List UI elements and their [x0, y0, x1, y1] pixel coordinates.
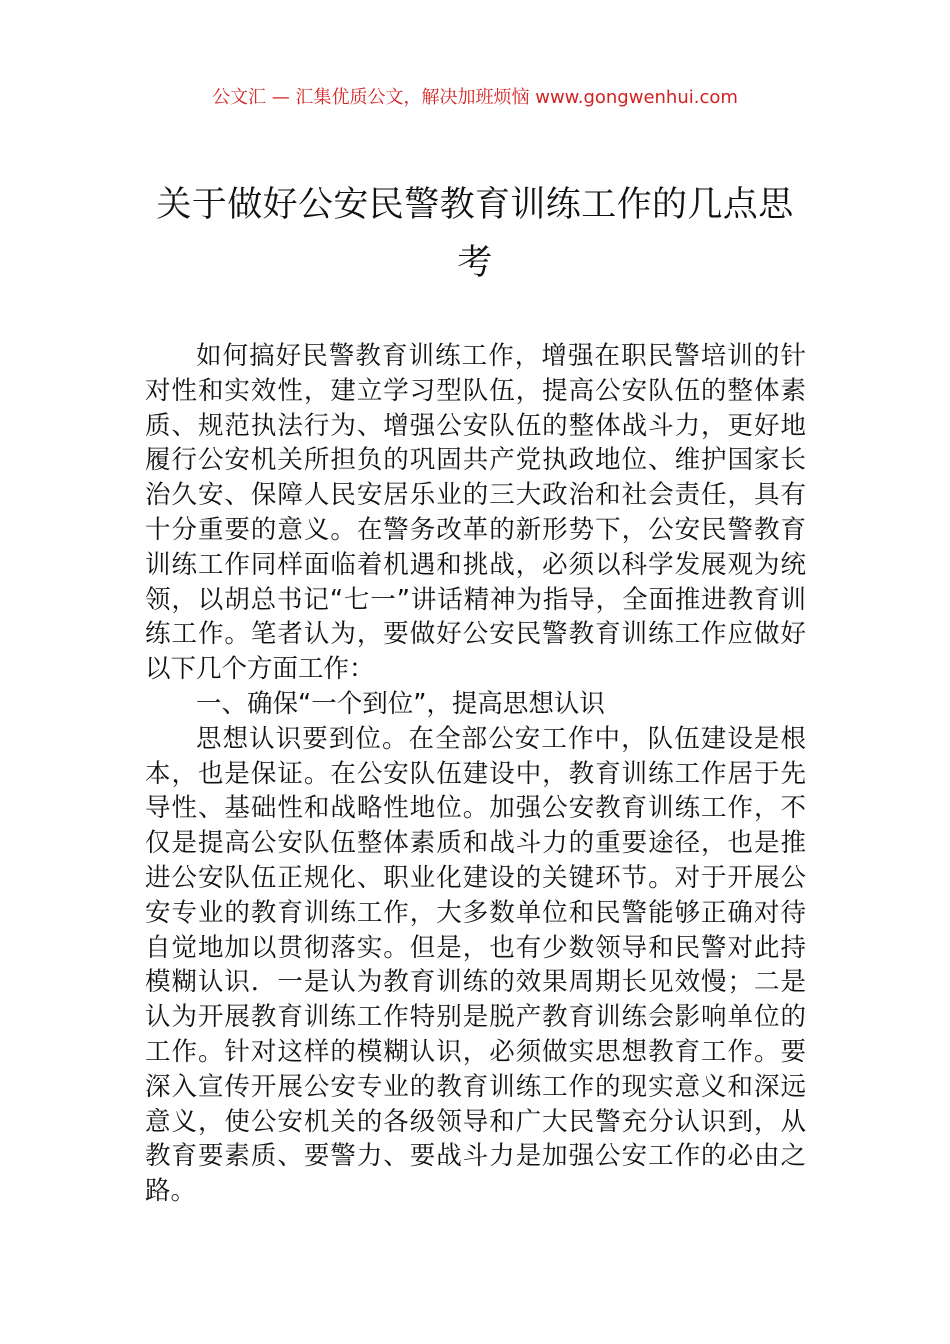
document-body: [145, 339, 806, 1209]
document-title: 关于做好公安民警教育训练工作的几点思考: [156, 185, 794, 283]
paragraph-section-1: 思想认识要到位。在全部公安工作中，队伍建设是根本，也是保证。在公安队伍建设中，教育训练工作居于先导性、基础性和战略性地位。加强公安教育训练工作，不仅是提高公安队伍整体素质和战斗力的重要途径，也是推进公安队伍正规化、职业化建设的关键环节。对于开展公安专业的教育训练工作，大多数单位和民警能够正确对待自觉地加以贯彻落实。但是，也有少数领导和民警对此持模糊认识．一是认为教育训练的效果周期长见效慢；二是认为开展教育训练工作特别是脱产教育训练会影响单位的工作。针对这样的模糊认识，必须做实思想教育工作。要深入宣传开展公安专业的教育训练工作的现实意义和深远意义，使公安机关的各级领导和广大民警充分认识到，从教育要素质、要警力、要战斗力是加强公安工作的必由之路。: [145, 723, 806, 1207]
section-heading-1: 一、确保“一个到位”，提高思想认识: [196, 688, 605, 719]
header-banner: 公文汇 — 汇集优质公文，解决加班烦恼 www.gongwenhui.com: [212, 87, 738, 108]
paragraph-intro: 如何搞好民警教育训练工作，增强在职民警培训的针对性和实效性，建立学习型队伍，提高公安队伍的整体素质、规范执法行为、增强公安队伍的整体战斗力，更好地履行公安机关所担负的巩固共产党执政地位、维护国家长治久安、保障人民安居乐业的三大政治和社会责任，具有十分重要的意义。在警务改革的新形势下，公安民警教育训练工作同样面临着机遇和挑战，必须以科学发展观为统领，以胡总书记“七一”讲话精神为指导，全面推进教育训练工作。笔者认为，要做好公安民警教育训练工作应做好以下几个方面工作：: [145, 341, 806, 685]
